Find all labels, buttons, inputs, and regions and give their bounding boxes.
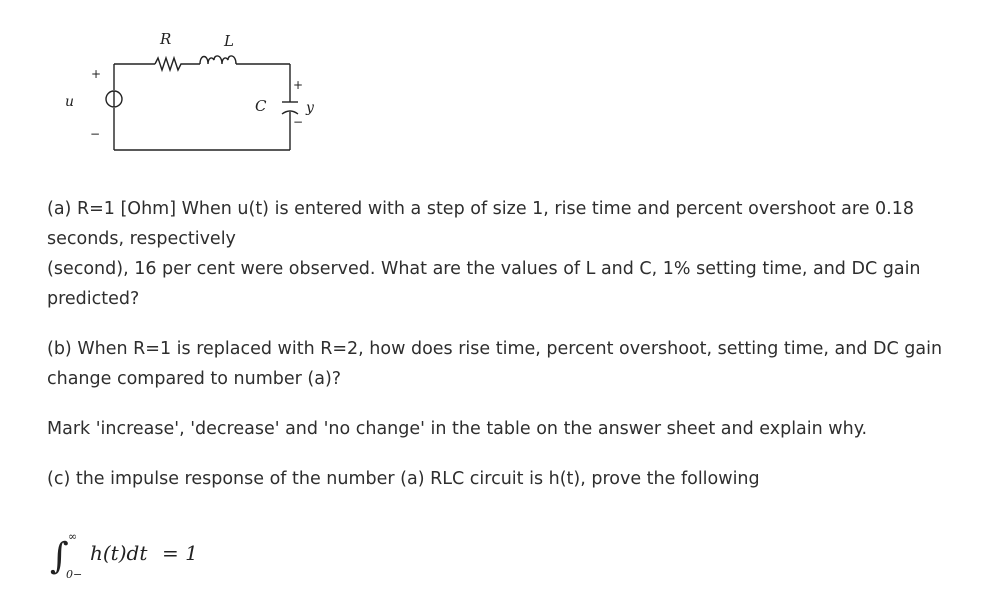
mark-instruction: Mark 'increase', 'decrease' and 'no change' in the table on the answer sheet and explain why. bbox=[47, 419, 868, 439]
output-label: y bbox=[306, 100, 314, 116]
part-c-text: (c) the impulse response of the number (a) RLC circuit is h(t), prove the following bbox=[47, 469, 760, 489]
output-minus-sign: − bbox=[293, 115, 304, 129]
inductor-symbol bbox=[200, 56, 236, 64]
problem-text bbox=[47, 194, 947, 494]
part-a-line-4: predicted? bbox=[47, 289, 140, 309]
source-minus-sign: − bbox=[90, 127, 101, 141]
part-a-line-1: (a) R=1 [Ohm] When u(t) is entered with a step of size 1, rise time and percent overshoot are 0.18 bbox=[47, 199, 915, 219]
integrand: h(t)dt bbox=[90, 541, 148, 565]
source-plus-sign: + bbox=[91, 67, 102, 81]
lower-limit: 0− bbox=[66, 568, 83, 581]
source-label: u bbox=[65, 94, 75, 110]
upper-limit: ∞ bbox=[68, 530, 78, 543]
rlc-circuit-diagram bbox=[50, 20, 350, 160]
output-plus-sign: + bbox=[293, 78, 304, 92]
resistor-symbol bbox=[155, 58, 200, 70]
part-a-line-3: (second), 16 per cent were observed. What are the values of L and C, 1% setting time, and DC gain bbox=[47, 259, 921, 279]
integral-formula bbox=[50, 522, 250, 584]
inductor-label: L bbox=[224, 32, 234, 50]
part-a-line-2: seconds, respectively bbox=[47, 229, 236, 249]
capacitor-label: C bbox=[255, 97, 267, 115]
part-b-line-2: change compared to number (a)? bbox=[47, 369, 342, 389]
formula-rhs: = 1 bbox=[162, 541, 198, 565]
integral-sign: ∫ bbox=[50, 536, 69, 577]
part-b-line-1: (b) When R=1 is replaced with R=2, how does rise time, percent overshoot, setting time, and DC gain bbox=[47, 339, 943, 359]
resistor-label: R bbox=[160, 30, 172, 48]
